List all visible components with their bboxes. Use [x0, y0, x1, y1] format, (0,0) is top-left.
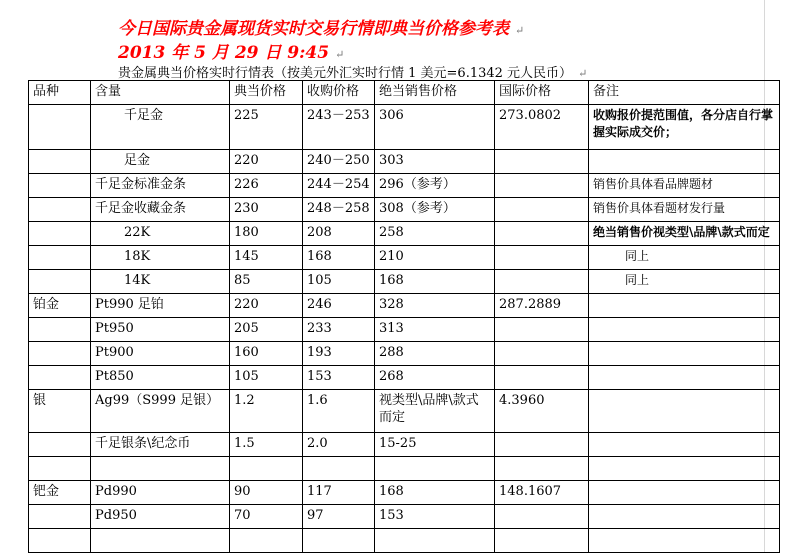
price-table-body — [29, 81, 780, 553]
table-row — [29, 294, 780, 318]
table-cell: Ag99（S999 足银） — [91, 390, 230, 433]
table-cell: Pd950 — [91, 505, 230, 529]
table-row — [29, 222, 780, 246]
table-cell: 千足金 — [91, 105, 230, 150]
table-cell — [589, 390, 780, 433]
table-cell: 足金 — [91, 150, 230, 174]
table-cell — [303, 457, 375, 481]
table-cell — [589, 481, 780, 505]
table-cell: 105 — [303, 270, 375, 294]
table-cell — [589, 529, 780, 553]
table-cell: 168 — [303, 246, 375, 270]
table-cell: 306 — [375, 105, 495, 150]
table-row — [29, 198, 780, 222]
table-cell: 85 — [230, 270, 303, 294]
table-cell: 销售价具体看品牌题材 — [589, 174, 780, 198]
table-cell: 296（参考） — [375, 174, 495, 198]
table-cell: 千足金标准金条 — [91, 174, 230, 198]
table-cell: 2.0 — [303, 433, 375, 457]
table-cell: 308（参考） — [375, 198, 495, 222]
table-cell: 287.2889 — [495, 294, 589, 318]
table-cell: 220 — [230, 294, 303, 318]
table-cell: 同上 — [589, 270, 780, 294]
table-cell: 15-25 — [375, 433, 495, 457]
table-cell: Pd990 — [91, 481, 230, 505]
table-cell: 258 — [375, 222, 495, 246]
table-cell: 288 — [375, 342, 495, 366]
header-cell: 含量 — [91, 81, 230, 105]
table-cell — [495, 270, 589, 294]
table-cell: 4.3960 — [495, 390, 589, 433]
table-cell: 240－250 — [303, 150, 375, 174]
table-cell: 18K — [91, 246, 230, 270]
table-cell: 银 — [29, 390, 91, 433]
table-cell: 销售价具体看题材发行量 — [589, 198, 780, 222]
table-cell — [91, 457, 230, 481]
table-cell: 303 — [375, 150, 495, 174]
table-cell: 90 — [230, 481, 303, 505]
table-cell — [29, 246, 91, 270]
price-table — [28, 80, 780, 553]
table-cell: 收购报价提范围值，各分店自行掌握实际成交价； — [589, 105, 780, 150]
table-cell — [230, 457, 303, 481]
table-row — [29, 505, 780, 529]
table-cell: 1.2 — [230, 390, 303, 433]
table-cell: 313 — [375, 318, 495, 342]
table-cell — [589, 457, 780, 481]
table-cell: 105 — [230, 366, 303, 390]
table-row — [29, 366, 780, 390]
table-cell: 1.5 — [230, 433, 303, 457]
table-cell: Pt900 — [91, 342, 230, 366]
table-header-row — [29, 81, 780, 105]
table-cell: 70 — [230, 505, 303, 529]
table-row — [29, 529, 780, 553]
table-cell: 226 — [230, 174, 303, 198]
table-cell: 绝当销售价视类型\品牌\款式而定 — [589, 222, 780, 246]
table-cell: 205 — [230, 318, 303, 342]
page-date: 2013 年 5 月 29 日 9:45 ↵ — [118, 43, 345, 63]
page-title: 今日国际贵金属现货实时交易行情即典当价格参考表 ↵ — [118, 19, 525, 39]
table-cell: 153 — [375, 505, 495, 529]
table-row — [29, 390, 780, 433]
header-cell: 典当价格 — [230, 81, 303, 105]
table-cell — [495, 150, 589, 174]
header-cell: 国际价格 — [495, 81, 589, 105]
table-row — [29, 318, 780, 342]
table-cell: 248－258 — [303, 198, 375, 222]
table-cell — [29, 198, 91, 222]
table-cell — [589, 318, 780, 342]
table-cell — [29, 150, 91, 174]
table-cell — [495, 246, 589, 270]
table-row — [29, 433, 780, 457]
table-row — [29, 150, 780, 174]
table-cell — [495, 342, 589, 366]
table-cell: 钯金 — [29, 481, 91, 505]
table-row — [29, 270, 780, 294]
table-cell — [495, 222, 589, 246]
table-cell: 117 — [303, 481, 375, 505]
table-cell: 225 — [230, 105, 303, 150]
table-cell: 268 — [375, 366, 495, 390]
table-cell — [29, 505, 91, 529]
table-cell: 246 — [303, 294, 375, 318]
table-cell: 97 — [303, 505, 375, 529]
table-cell — [589, 366, 780, 390]
table-caption: 贵金属典当价格实时行情表（按美元外汇实时行情 1 美元=6.1342 元人民币） ↵ — [118, 66, 588, 81]
table-cell — [589, 342, 780, 366]
table-row — [29, 105, 780, 150]
table-row — [29, 342, 780, 366]
table-cell — [495, 318, 589, 342]
table-cell: Pt850 — [91, 366, 230, 390]
table-cell: 210 — [375, 246, 495, 270]
table-cell: 328 — [375, 294, 495, 318]
table-cell — [91, 529, 230, 553]
table-cell: 千足银条\纪念币 — [91, 433, 230, 457]
table-cell: 168 — [375, 270, 495, 294]
table-cell — [303, 529, 375, 553]
table-cell — [29, 174, 91, 198]
table-cell — [29, 270, 91, 294]
table-cell: 208 — [303, 222, 375, 246]
paragraph-mark-icon: ↵ — [335, 48, 345, 61]
table-cell — [375, 457, 495, 481]
table-cell: 1.6 — [303, 390, 375, 433]
table-cell — [495, 174, 589, 198]
table-cell: 160 — [230, 342, 303, 366]
table-cell: 230 — [230, 198, 303, 222]
table-cell — [29, 457, 91, 481]
table-row — [29, 174, 780, 198]
table-cell: 22K — [91, 222, 230, 246]
table-cell — [29, 318, 91, 342]
table-cell — [495, 433, 589, 457]
table-cell: 273.0802 — [495, 105, 589, 150]
table-cell: 148.1607 — [495, 481, 589, 505]
table-cell — [29, 529, 91, 553]
table-cell — [495, 505, 589, 529]
table-cell: 244－254 — [303, 174, 375, 198]
table-cell: 220 — [230, 150, 303, 174]
table-cell: 233 — [303, 318, 375, 342]
table-cell — [29, 222, 91, 246]
table-cell: 180 — [230, 222, 303, 246]
table-cell: 153 — [303, 366, 375, 390]
table-cell — [495, 198, 589, 222]
table-cell: Pt990 足铂 — [91, 294, 230, 318]
table-cell: 千足金收藏金条 — [91, 198, 230, 222]
table-cell: 193 — [303, 342, 375, 366]
header-cell: 备注 — [589, 81, 780, 105]
table-cell — [589, 505, 780, 529]
table-cell: 视类型\品牌\款式而定 — [375, 390, 495, 433]
header-cell: 品种 — [29, 81, 91, 105]
table-cell: 243－253 — [303, 105, 375, 150]
header-cell: 收购价格 — [303, 81, 375, 105]
table-cell — [29, 433, 91, 457]
table-cell — [495, 366, 589, 390]
table-cell: 145 — [230, 246, 303, 270]
table-cell: Pt950 — [91, 318, 230, 342]
table-cell: 14K — [91, 270, 230, 294]
table-cell: 铂金 — [29, 294, 91, 318]
table-cell — [495, 457, 589, 481]
table-row — [29, 457, 780, 481]
table-cell: 同上 — [589, 246, 780, 270]
table-cell: 168 — [375, 481, 495, 505]
table-cell — [29, 342, 91, 366]
table-cell — [375, 529, 495, 553]
table-cell — [589, 294, 780, 318]
table-cell — [29, 366, 91, 390]
paragraph-mark-icon: ↵ — [578, 67, 588, 80]
header-cell: 绝当销售价格 — [375, 81, 495, 105]
table-row — [29, 246, 780, 270]
table-cell — [29, 105, 91, 150]
table-cell — [230, 529, 303, 553]
table-cell — [495, 529, 589, 553]
table-cell — [589, 150, 780, 174]
table-row — [29, 481, 780, 505]
table-cell — [589, 433, 780, 457]
paragraph-mark-icon: ↵ — [515, 24, 525, 37]
